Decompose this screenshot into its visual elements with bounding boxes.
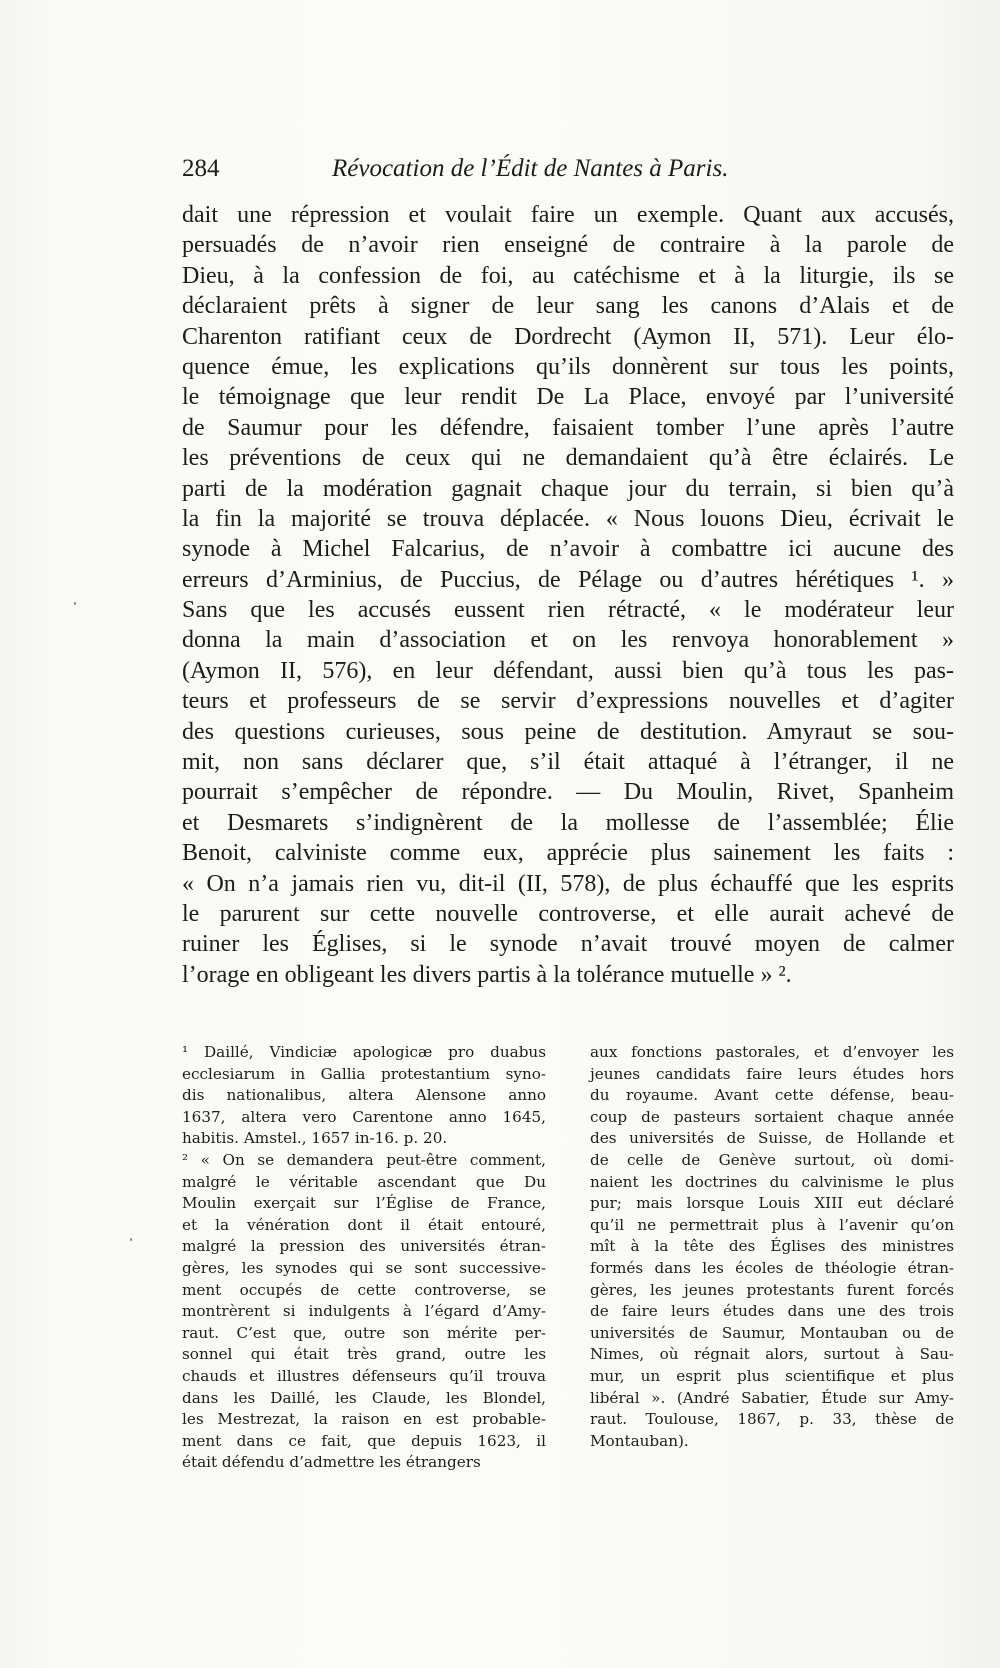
footnote-line: des universités de Suisse, de Hollande et [590,1129,954,1148]
paper-speck [74,602,76,605]
footnote-line: et la vénération dont il était entouré, [182,1215,546,1234]
text-line: parti de la modération gagnait chaque jour du terrain, si bien qu’à [182,475,954,502]
footnote-line: mur, un esprit plus scientifique et plus [590,1366,954,1385]
text-line: des questions curieuses, sous peine de destitution. Amyraut se sou- [182,718,954,745]
footnote-line: ecclesiarum in Gallia protestantium syno- [182,1064,546,1083]
text-line: déclaraient prêts à signer de leur sang les canons d’Alais et de [182,293,954,320]
text-line: mit, non sans déclarer que, s’il était attaqué à l’étranger, il ne [182,749,954,776]
text-line: Charenton ratifiant ceux de Dordrecht (Aymon II, 571). Leur élo- [182,323,954,350]
footnote-line: raut. C’est que, outre son mérite per- [182,1323,546,1342]
page-number: 284 [182,155,220,182]
footnote-line: aux fonctions pastorales, et d’envoyer les [590,1043,954,1061]
footnote-line: mît à la tête des Églises des ministres [590,1237,954,1256]
footnote-line: dans les Daillé, les Claude, les Blondel, [182,1388,546,1407]
footnote-line: de faire leurs études dans une des trois [590,1302,954,1321]
footnote-line: Nimes, où régnait alors, surtout à Sau- [590,1345,954,1364]
text-line: le parurent sur cette nouvelle controverse, et elle aurait achevé de [182,900,954,927]
text-line: Sans que les accusés eussent rien rétracté, « le modérateur leur [182,597,954,624]
footnote-line: habitis. Amstel., 1657 in-16. p. 20. [182,1129,448,1148]
text-line: la fin la majorité se trouva déplacée. « Nous louons Dieu, écrivait le [182,505,954,532]
page-header [182,155,804,191]
paper-speck [130,1238,132,1241]
footnote-line: Moulin exerçait sur l’Église de France, [182,1194,546,1213]
footnote-line: sonnel qui était très grand, outre les [182,1345,546,1364]
text-line: Benoit, calviniste comme eux, apprécie plus sainement les faits : [182,840,954,867]
footnote-line: universités de Saumur, Montauban ou de [590,1323,954,1342]
text-line: synode à Michel Falcarius, de n’avoir à combattre ici aucune des [182,536,954,563]
footnotes [182,1042,954,1482]
footnote-line: ² « On se demandera peut-être comment, [182,1150,546,1169]
footnote-line: jeunes candidats faire leurs études hors [590,1064,954,1083]
footnote-line: était défendu d’admettre les étrangers [182,1453,481,1472]
footnote-line: gères, les synodes qui se sont successive- [182,1258,546,1277]
text-line: l’orage en obligeant les divers partis à la tolérance mutuelle » ². [182,961,792,988]
footnotes-right-column [590,1042,954,1452]
footnotes-left-column [182,1042,546,1474]
footnote-line: ¹ Daillé, Vindiciæ apologicæ pro duabus [182,1043,546,1061]
footnote-line: de celle de Genève surtout, où domi- [590,1150,954,1169]
footnote-line: formés dans les écoles de théologie étran- [590,1258,954,1277]
footnote-line: malgré le véritable ascendant que Du [182,1172,546,1191]
text-line: quence émue, les explications qu’ils donnèrent sur tous les points, [182,353,954,380]
footnote-line: raut. Toulouse, 1867, p. 33, thèse de [590,1410,954,1429]
footnote-line: 1637, altera vero Carentone anno 1645, [182,1107,546,1126]
footnote-line: chauds et illustres défenseurs qu’il trouva [182,1366,546,1385]
footnote-line: libéral ». (André Sabatier, Étude sur Amy- [590,1388,954,1407]
text-line: (Aymon II, 576), en leur défendant, aussi bien qu’à tous les pas- [182,657,954,684]
footnote-line: malgré la pression des universités étran- [182,1237,546,1256]
text-line: donna la main d’association et on les renvoya honorablement » [182,627,954,654]
footnote-line: du royaume. Avant cette défense, beau- [590,1086,954,1105]
footnote-line: coup de pasteurs sortaient chaque année [590,1107,954,1126]
footnote-line: Montauban). [590,1431,689,1450]
footnote-line: montrèrent si indulgents à l’égard d’Amy- [182,1302,546,1321]
footnote-line: naient les doctrines du calvinisme le plus [590,1172,954,1191]
footnote-line: les Mestrezat, la raison en est probable- [182,1410,546,1429]
footnote-line: dis nationalibus, altera Alensone anno [182,1086,546,1105]
text-line: et Desmarets s’indignèrent de la mollesse de l’assemblée; Élie [182,809,954,836]
text-line: les préventions de ceux qui ne demandaient qu’à être éclairés. Le [182,445,954,472]
footnote-line: gères, les jeunes protestants furent forcés [590,1280,954,1299]
text-line: de Saumur pour les défendre, faisaient tomber l’une après l’autre [182,414,954,441]
text-line: pourrait s’empêcher de répondre. — Du Moulin, Rivet, Spanheim [182,779,954,806]
footnote-line: pur; mais lorsque Louis XIII eut déclaré [590,1194,954,1213]
text-line: le témoignage que leur rendit De La Place, envoyé par l’université [182,384,954,411]
text-line: dait une répression et voulait faire un exemple. Quant aux accusés, [182,202,954,228]
footnote-line: ment dans ce fait, que depuis 1623, il [182,1431,546,1450]
footnote-line: ment occupés de cette controverse, se [182,1280,546,1299]
footnote-line: qu’il ne permettrait plus à l’avenir qu’on [590,1215,954,1234]
text-line: « On n’a jamais rien vu, dit-il (II, 578), de plus échauffé que les esprits [182,870,954,897]
text-line: erreurs d’Arminius, de Puccius, de Pélage ou d’autres hérétiques ¹. » [182,566,954,593]
running-title: Révocation de l’Édit de Nantes à Paris. [332,155,729,182]
text-line: teurs et professeurs de se servir d’expressions nouvelles et d’agiter [182,688,954,715]
main-text [182,200,954,990]
text-line: Dieu, à la confession de foi, au catéchisme et à la liturgie, ils se [182,262,954,289]
text-line: persuadés de n’avoir rien enseigné de contraire à la parole de [182,232,954,259]
text-line: ruiner les Églises, si le synode n’avait trouvé moyen de calmer [182,931,954,958]
